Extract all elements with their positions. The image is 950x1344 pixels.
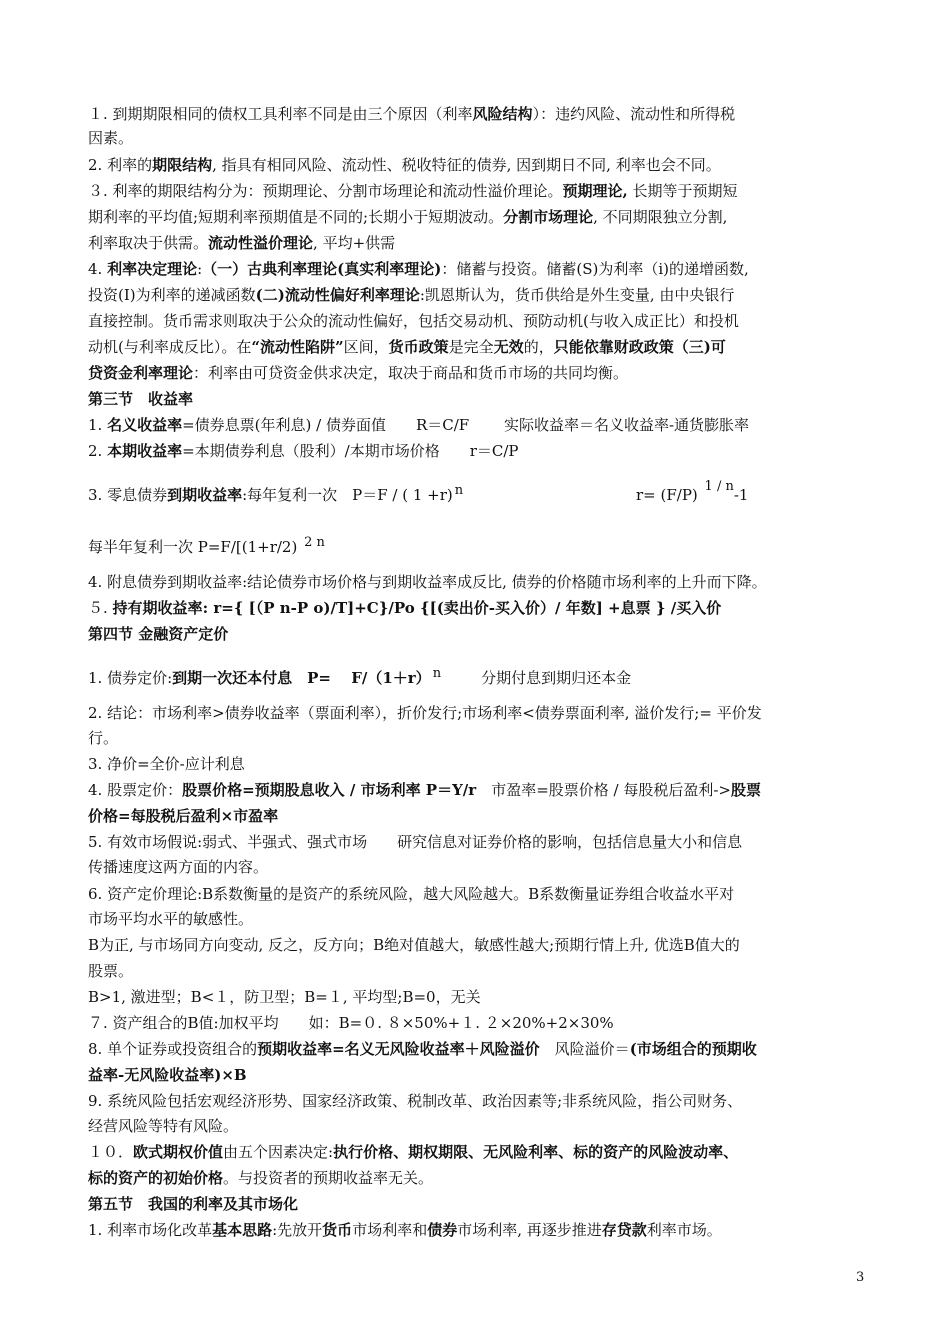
section-heading: 第四节 金融资产定价 bbox=[88, 625, 229, 643]
text-line: 4. 股票定价：股票价格=预期股息收入 / 市场利率 P＝Y/r 市盈率=股票价格 / 每股税后盈利->股票 bbox=[88, 781, 761, 799]
text-line: ５. 持有期收益率: r={ [（P n-P o)/T]+C}/Po {[(卖出价-买入价）/ 年数] +息票 } /买入价 bbox=[88, 599, 722, 617]
text-line: 2. 利率的期限结构, 指具有相同风险、流动性、税收特征的债券, 因到期日不同, 利率也会不同。 bbox=[88, 156, 721, 174]
text-line: 9. 系统风险包括宏观经济形势、国家经济政策、税制改革、政治因素等;非系统风险，指公司财务、 bbox=[88, 1092, 743, 1110]
text-line: 价格=每股税后盈利×市盈率 bbox=[88, 807, 279, 825]
text-line: １. 到期期限相同的债权工具利率不同是由三个原因（利率风险结构）：违约风险、流动性和所得税 bbox=[88, 105, 736, 123]
text-line: 4. 附息债券到期收益率:结论债券市场价格与到期收益率成反比, 债券的价格随市场利率的上升而下降。 bbox=[88, 573, 767, 591]
text-line: 市场平均水平的敏感性。 bbox=[88, 910, 254, 928]
text-line: 贷资金利率理论：利率由可贷资金供求决定，取决于商品和货币市场的共同均衡。 bbox=[88, 364, 629, 382]
section-heading: 第五节 我国的利率及其市场化 bbox=[88, 1195, 299, 1213]
formula: r= (F/P) $^{1 / n}$-1 bbox=[636, 479, 749, 504]
text-line: 益率-无风险收益率)×Β bbox=[88, 1066, 247, 1084]
text-line: 因素。 bbox=[88, 129, 134, 147]
text-line: 1. 利率市场化改革基本思路:先放开货币市场利率和债券市场利率, 再逐步推进存贷款利率市场。 bbox=[88, 1221, 722, 1239]
text-line: 每半年复利一次 P=F/[(1+r/2) $^{2 n}$ bbox=[88, 535, 325, 556]
section-heading: 第三节 收益率 bbox=[88, 390, 194, 408]
text-line: 4. 利率决定理论:（一）古典利率理论(真实利率理论)：储蓄与投资。储蓄(S)为利率（i)的递增函数, bbox=[88, 260, 749, 278]
text-line: 1. 名义收益率=债券息票(年利息) / 债券面值 R＝C/F 实际收益率＝名义收益率-通货膨胀率 bbox=[88, 416, 750, 434]
text-line: 动机(与利率成反比）。在“流动性陷阱”区间，货币政策是完全无效的，只能依靠财政政策（三)可 bbox=[88, 338, 726, 356]
text-line: 行。 bbox=[88, 729, 119, 747]
text-line: Β为正, 与市场同方向变动, 反之，反方向；Β绝对值越大，敏感性越大;预期行情上升, 优选Β值大的 bbox=[88, 936, 740, 954]
text-line: １０．欧式期权价值由五个因素决定:执行价格、期权期限、无风险利率、标的资产的风险波动率、 bbox=[88, 1143, 739, 1161]
text-line: 股票。 bbox=[88, 962, 134, 980]
text-line: 8. 单个证券或投资组合的预期收益率=名义无风险收益率＋风险溢价 风险溢价＝(市场组合的预期收 bbox=[88, 1040, 757, 1058]
text-line: 1. 债券定价:到期一次还本付息 P= F/（1＋r） $^n$ 分期付息到期归还本金 bbox=[88, 666, 632, 687]
text-line: 利率取决于供需。流动性溢价理论, 平均+供需 bbox=[88, 234, 396, 252]
text-line: 标的资产的初始价格。与投资者的预期收益率无关。 bbox=[88, 1169, 434, 1187]
text-line: 期利率的平均值;短期利率预期值是不同的;长期小于短期波动。分割市场理论, 不同期限独立分割, bbox=[88, 208, 728, 226]
text-line: 6. 资产定价理论:Β系数衡量的是资产的系统风险，越大风险越大。Β系数衡量证券组合收益水平对 bbox=[88, 885, 735, 903]
text-line: 3. 净价=全价-应计利息 bbox=[88, 755, 245, 773]
text-line: 3. 零息债券到期收益率:每年复利一次 P＝F / ( 1 +r) $^n$ bbox=[88, 483, 464, 504]
text-line: 经营风险等特有风险。 bbox=[88, 1117, 239, 1135]
page-number: 3 bbox=[856, 1270, 865, 1285]
text-line: 2. 本期收益率=本期债券利息（股利）/本期市场价格 r＝C/P bbox=[88, 442, 519, 460]
text-line: 直接控制。货币需求则取决于公众的流动性偏好，包括交易动机、预防动机(与收入成正比）和投机 bbox=[88, 312, 739, 330]
text-line: 投资(I)为利率的递减函数(二)流动性偏好利率理论:凯恩斯认为，货币供给是外生变量, 由中央银行 bbox=[88, 286, 735, 304]
text-line: ３. 利率的期限结构分为：预期理论、分割市场理论和流动性溢价理论。预期理论, 长期等于预期短 bbox=[88, 182, 738, 200]
text-line: 5. 有效市场假说:弱式、半强式、强式市场 研究信息对证券价格的影响，包括信息量大小和信息 bbox=[88, 833, 743, 851]
text-line: 传播速度这两方面的内容。 bbox=[88, 858, 269, 876]
text-line: Β>1, 激进型；Β<１，防卫型；Β=１, 平均型;Β=0，无关 bbox=[88, 988, 481, 1006]
text-line: ７. 资产组合的Β值:加权平均 如：Β=０. ８×50%+１. ２×20%+2×30% bbox=[88, 1014, 614, 1032]
text-line: 2. 结论：市场利率>债券收益率（票面利率），折价发行;市场利率<债券票面利率, 溢价发行;= 平价发 bbox=[88, 704, 762, 722]
